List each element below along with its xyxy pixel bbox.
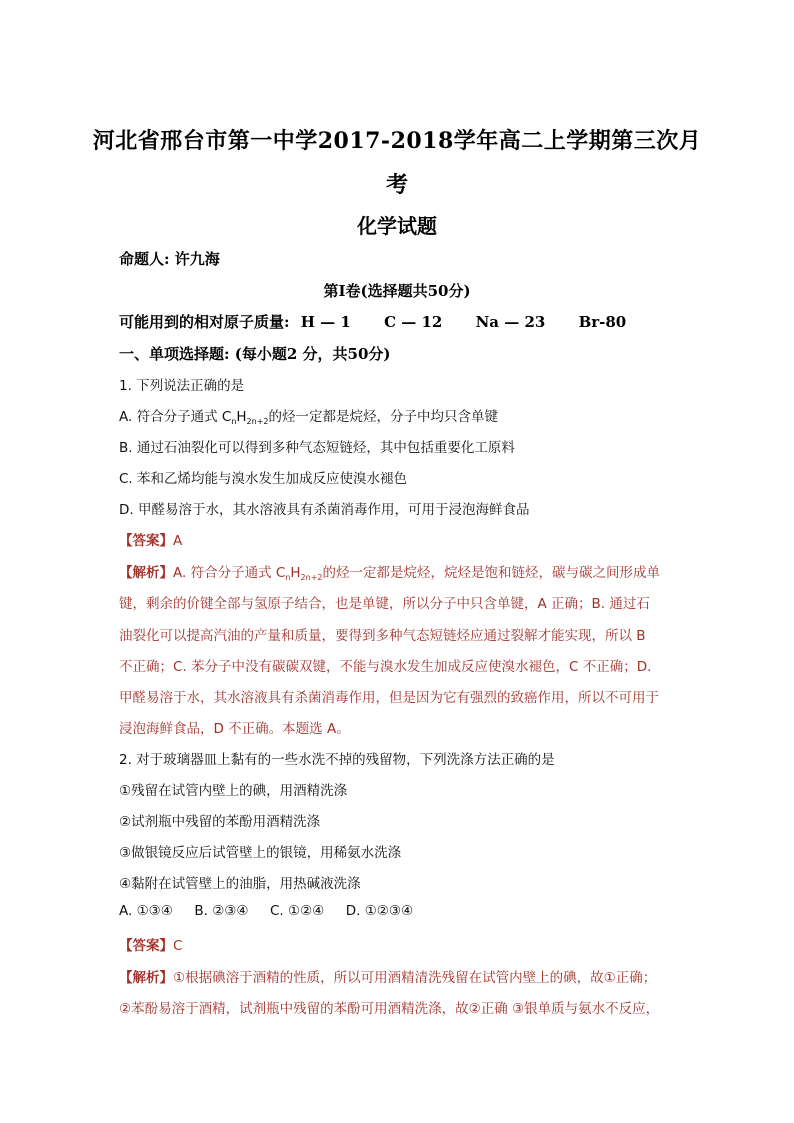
section-heading: 一、单项选择题: (每小题2 分，共50分) (119, 345, 391, 363)
q2-statement-1: ①残留在试管内壁上的碘，用酒精洗涤 (119, 783, 348, 799)
q1-analysis-line1: 【解析】A. 符合分子通式 $C_nH_{2n+2}$的烃一定都是烷烃，烷烃是饱和链烃，碳与碳之间形成单 (119, 565, 660, 582)
document-title-line2: 考 (385, 172, 408, 198)
mass-br: Br-80 (578, 313, 627, 331)
q1-analysis-line2: 键，剩余的价键全部与氢原子结合，也是单键，所以分子中只含单键，A 正确；B. 通过石 (119, 596, 650, 612)
q1-option-a: A. 符合分子通式 $C_nH_{2n+2}$的烃一定都是烷烃，分子中均只含单键 (119, 409, 498, 426)
q2-stem: 2. 对于玻璃器皿上黏有的一些水洗不掉的残留物，下列洗涤方法正确的是 (119, 752, 555, 768)
q1-analysis-line3: 油裂化可以提高汽油的产量和质量，要得到多种气态短链烃应通过裂解才能实现，所以 B (119, 628, 646, 644)
atomic-mass-line (119, 311, 679, 332)
q1-analysis-line6: 浸泡海鲜食品，D 不正确。本题选 A。 (119, 721, 350, 737)
answer-value: C (173, 938, 183, 954)
q1-answer (119, 529, 679, 549)
analysis-tag: 【解析】 (119, 970, 173, 986)
part-title: 第I卷(选择题共50分) (323, 282, 471, 300)
q2-answer (119, 934, 679, 954)
q2-statement-2: ②试剂瓶中残留的苯酚用酒精洗涤 (119, 814, 321, 830)
mass-h: H — 1 (300, 313, 351, 331)
q1-option-c: C. 苯和乙烯均能与溴水发生加成反应使溴水褪色 (119, 471, 408, 487)
q1-stem: 1. 下列说法正确的是 (119, 378, 245, 394)
mass-na: Na — 23 (475, 313, 546, 331)
author-line: 命题人: 许九海 (119, 250, 220, 268)
answer-value: A (173, 533, 183, 549)
q1-analysis-line5: 甲醛易溶于水，其水溶液具有杀菌消毒作用，但是因为它有强烈的致癌作用，所以不可用于 (119, 690, 659, 706)
q2-statement-4: ④黏附在试管壁上的油脂，用热碱液洗涤 (119, 876, 361, 892)
analysis-tag: 【解析】 (119, 565, 173, 581)
q1-option-d: D. 甲醛易溶于水，其水溶液具有杀菌消毒作用，可用于浸泡海鲜食品 (119, 502, 530, 518)
q1-option-b: B. 通过石油裂化可以得到多种气态短链烃，其中包括重要化工原料 (119, 440, 515, 456)
subject-title: 化学试题 (357, 214, 437, 238)
answer-tag: 【答案】 (119, 533, 173, 549)
q2-statement-3: ③做银镜反应后试管壁上的银镜，用稀氨水洗涤 (119, 845, 402, 861)
q2-analysis-line1: 【解析】①根据碘溶于酒精的性质，所以可用酒精清洗残留在试管内壁上的碘，故①正确； (119, 970, 657, 986)
q2-analysis-line2: ②苯酚易溶于酒精，试剂瓶中残留的苯酚可用酒精洗涤，故②正确 ③银单质与氨水不反应， (119, 1001, 660, 1017)
q1-analysis-line4: 不正确；C. 苯分子中没有碳碳双键，不能与溴水发生加成反应使溴水褪色，C 不正确；D. (119, 659, 652, 675)
atomic-mass-label: 可能用到的相对原子质量: (119, 313, 290, 331)
q2-options: A. ①③④ B. ②③④ C. ①②④ D. ①②③④ (119, 903, 414, 919)
document-title-line1: 河北省邢台市第一中学2017-2018学年高二上学期第三次月 (92, 128, 702, 154)
answer-tag: 【答案】 (119, 938, 173, 954)
mass-c: C — 12 (384, 313, 443, 331)
